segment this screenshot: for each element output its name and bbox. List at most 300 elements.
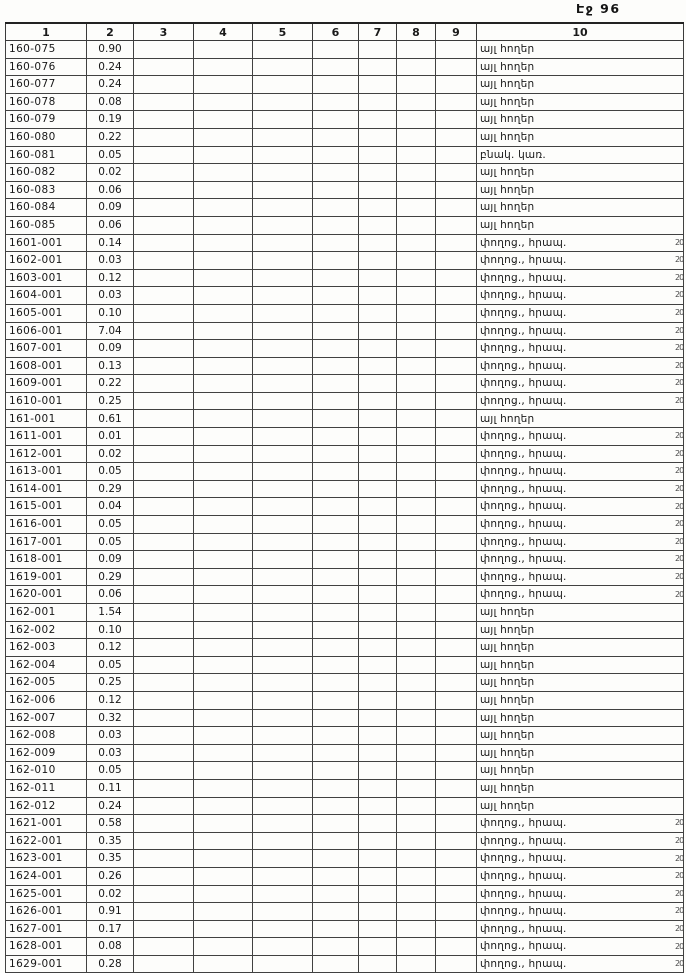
empty-cell xyxy=(359,428,397,446)
category-cell: փողոց., հրապ. xyxy=(477,322,684,340)
empty-cell xyxy=(436,216,477,234)
empty-cell xyxy=(194,392,253,410)
table-row xyxy=(6,128,684,146)
empty-cell xyxy=(253,164,313,182)
empty-cell xyxy=(359,164,397,182)
empty-cell xyxy=(313,111,359,129)
empty-cell xyxy=(397,797,436,815)
empty-cell xyxy=(134,304,194,322)
empty-cell xyxy=(194,920,253,938)
empty-cell xyxy=(359,762,397,780)
category-cell: այլ հողեր xyxy=(477,164,684,182)
empty-cell xyxy=(253,76,313,94)
empty-cell xyxy=(397,656,436,674)
empty-cell xyxy=(359,375,397,393)
area-value-cell: 0.02 xyxy=(87,885,134,903)
empty-cell xyxy=(397,128,436,146)
margin-artifact: 20 xyxy=(675,325,684,335)
empty-cell xyxy=(194,691,253,709)
empty-cell xyxy=(313,216,359,234)
empty-cell xyxy=(253,340,313,358)
area-value-cell: 0.12 xyxy=(87,639,134,657)
empty-cell xyxy=(253,955,313,973)
category-cell: այլ հողեր xyxy=(477,762,684,780)
table-row xyxy=(6,41,684,59)
area-value-cell: 0.05 xyxy=(87,762,134,780)
margin-artifact: 20 xyxy=(675,272,684,282)
empty-cell xyxy=(397,551,436,569)
empty-cell xyxy=(436,480,477,498)
empty-cell xyxy=(194,621,253,639)
area-value-cell: 0.09 xyxy=(87,340,134,358)
empty-cell xyxy=(313,375,359,393)
empty-cell xyxy=(436,58,477,76)
area-value-cell: 0.26 xyxy=(87,867,134,885)
area-value-cell: 0.91 xyxy=(87,903,134,921)
empty-cell xyxy=(253,234,313,252)
empty-cell xyxy=(194,304,253,322)
table-row xyxy=(6,604,684,622)
empty-cell xyxy=(194,903,253,921)
area-value-cell: 0.08 xyxy=(87,938,134,956)
empty-cell xyxy=(359,639,397,657)
empty-cell xyxy=(359,340,397,358)
column-header: 4 xyxy=(194,23,253,41)
empty-cell xyxy=(253,568,313,586)
empty-cell xyxy=(397,234,436,252)
empty-cell xyxy=(313,304,359,322)
empty-cell xyxy=(436,533,477,551)
empty-cell xyxy=(134,111,194,129)
empty-cell xyxy=(359,76,397,94)
empty-cell xyxy=(313,41,359,59)
empty-cell xyxy=(194,340,253,358)
table-row xyxy=(6,216,684,234)
empty-cell xyxy=(359,216,397,234)
empty-cell xyxy=(397,955,436,973)
table-row xyxy=(6,533,684,551)
table-row xyxy=(6,199,684,217)
empty-cell xyxy=(134,410,194,428)
empty-cell xyxy=(313,727,359,745)
parcel-code-cell: 1616-001 xyxy=(6,516,87,534)
empty-cell xyxy=(134,428,194,446)
empty-cell xyxy=(359,445,397,463)
empty-cell xyxy=(313,797,359,815)
empty-cell xyxy=(253,428,313,446)
parcel-code-cell: 162-010 xyxy=(6,762,87,780)
empty-cell xyxy=(194,234,253,252)
empty-cell xyxy=(397,445,436,463)
empty-cell xyxy=(194,76,253,94)
parcel-code-cell: 162-011 xyxy=(6,779,87,797)
area-value-cell: 0.10 xyxy=(87,304,134,322)
area-value-cell: 0.01 xyxy=(87,428,134,446)
empty-cell xyxy=(359,867,397,885)
parcel-code-cell: 160-082 xyxy=(6,164,87,182)
area-value-cell: 0.09 xyxy=(87,551,134,569)
parcel-code-cell: 160-080 xyxy=(6,128,87,146)
empty-cell xyxy=(359,568,397,586)
empty-cell xyxy=(436,621,477,639)
empty-cell xyxy=(436,551,477,569)
parcel-code-cell: 160-084 xyxy=(6,199,87,217)
area-value-cell: 0.28 xyxy=(87,955,134,973)
category-cell: փողոց., հրապ. xyxy=(477,234,684,252)
empty-cell xyxy=(194,410,253,428)
empty-cell xyxy=(134,392,194,410)
empty-cell xyxy=(134,340,194,358)
margin-artifact: 20 xyxy=(675,924,684,933)
empty-cell xyxy=(397,674,436,692)
table-row xyxy=(6,867,684,885)
empty-cell xyxy=(134,516,194,534)
empty-cell xyxy=(313,867,359,885)
area-value-cell: 0.09 xyxy=(87,199,134,217)
empty-cell xyxy=(194,604,253,622)
empty-cell xyxy=(397,340,436,358)
empty-cell xyxy=(253,93,313,111)
empty-cell xyxy=(253,533,313,551)
empty-cell xyxy=(194,709,253,727)
empty-cell xyxy=(253,498,313,516)
empty-cell xyxy=(359,691,397,709)
empty-cell xyxy=(134,58,194,76)
empty-cell xyxy=(194,586,253,604)
empty-cell xyxy=(313,779,359,797)
category-cell: այլ հողեր xyxy=(477,181,684,199)
empty-cell xyxy=(313,428,359,446)
empty-cell xyxy=(359,903,397,921)
empty-cell xyxy=(313,340,359,358)
category-cell: այլ հողեր xyxy=(477,744,684,762)
category-cell: փողոց., հրապ. xyxy=(477,375,684,393)
empty-cell xyxy=(397,885,436,903)
empty-cell xyxy=(359,322,397,340)
area-value-cell: 0.24 xyxy=(87,76,134,94)
margin-artifact: 20 xyxy=(675,941,684,951)
empty-cell xyxy=(436,920,477,938)
empty-cell xyxy=(436,41,477,59)
empty-cell xyxy=(253,304,313,322)
category-cell: այլ հողեր xyxy=(477,216,684,234)
area-value-cell: 0.08 xyxy=(87,93,134,111)
empty-cell xyxy=(134,920,194,938)
empty-cell xyxy=(436,656,477,674)
empty-cell xyxy=(359,533,397,551)
empty-cell xyxy=(397,357,436,375)
empty-cell xyxy=(436,410,477,428)
parcel-code-cell: 161-001 xyxy=(6,410,87,428)
category-cell: այլ հողեր xyxy=(477,41,684,59)
margin-artifact: 20 xyxy=(675,554,684,564)
empty-cell xyxy=(194,181,253,199)
table-row xyxy=(6,850,684,868)
empty-cell xyxy=(313,621,359,639)
empty-cell xyxy=(359,744,397,762)
empty-cell xyxy=(397,691,436,709)
margin-artifact: 20 xyxy=(675,343,684,353)
empty-cell xyxy=(397,832,436,850)
empty-cell xyxy=(134,656,194,674)
empty-cell xyxy=(194,516,253,534)
empty-cell xyxy=(313,410,359,428)
area-value-cell: 0.05 xyxy=(87,146,134,164)
empty-cell xyxy=(134,287,194,305)
category-cell: այլ հողեր xyxy=(477,76,684,94)
column-header: 1 xyxy=(6,23,87,41)
area-value-cell: 0.22 xyxy=(87,128,134,146)
parcel-code-cell: 1608-001 xyxy=(6,357,87,375)
empty-cell xyxy=(436,287,477,305)
empty-cell xyxy=(359,128,397,146)
empty-cell xyxy=(436,604,477,622)
parcel-code-cell: 1620-001 xyxy=(6,586,87,604)
empty-cell xyxy=(253,586,313,604)
header-row xyxy=(6,23,684,41)
empty-cell xyxy=(313,498,359,516)
category-cell: փողոց., հրապ. xyxy=(477,340,684,358)
empty-cell xyxy=(253,287,313,305)
empty-cell xyxy=(313,146,359,164)
margin-artifact: 20 xyxy=(675,906,684,916)
empty-cell xyxy=(134,867,194,885)
category-cell: փողոց., հրապ. xyxy=(477,269,684,287)
table-row xyxy=(6,146,684,164)
empty-cell xyxy=(253,639,313,657)
parcel-code-cell: 162-004 xyxy=(6,656,87,674)
empty-cell xyxy=(134,621,194,639)
empty-cell xyxy=(134,832,194,850)
table-row xyxy=(6,234,684,252)
empty-cell xyxy=(397,480,436,498)
empty-cell xyxy=(134,76,194,94)
category-cell: փողոց., հրապ. xyxy=(477,463,684,481)
area-value-cell: 0.03 xyxy=(87,252,134,270)
empty-cell xyxy=(436,322,477,340)
area-value-cell: 0.14 xyxy=(87,234,134,252)
empty-cell xyxy=(436,709,477,727)
table-row xyxy=(6,340,684,358)
margin-artifact: 20 xyxy=(675,871,684,881)
empty-cell xyxy=(134,762,194,780)
empty-cell xyxy=(313,604,359,622)
empty-cell xyxy=(359,885,397,903)
area-value-cell: 0.12 xyxy=(87,269,134,287)
empty-cell xyxy=(313,903,359,921)
parcel-code-cell: 1603-001 xyxy=(6,269,87,287)
category-cell: այլ հողեր xyxy=(477,674,684,692)
table-row xyxy=(6,815,684,833)
empty-cell xyxy=(436,392,477,410)
land-registry-table xyxy=(5,22,684,973)
empty-cell xyxy=(253,938,313,956)
column-header: 7 xyxy=(359,23,397,41)
empty-cell xyxy=(359,604,397,622)
empty-cell xyxy=(253,252,313,270)
empty-cell xyxy=(194,41,253,59)
area-value-cell: 0.19 xyxy=(87,111,134,129)
empty-cell xyxy=(436,445,477,463)
empty-cell xyxy=(397,252,436,270)
category-cell: այլ հողեր xyxy=(477,691,684,709)
table-row xyxy=(6,709,684,727)
empty-cell xyxy=(313,164,359,182)
parcel-code-cell: 1602-001 xyxy=(6,252,87,270)
empty-cell xyxy=(134,269,194,287)
empty-cell xyxy=(313,445,359,463)
empty-cell xyxy=(134,480,194,498)
empty-cell xyxy=(397,58,436,76)
empty-cell xyxy=(436,93,477,111)
empty-cell xyxy=(359,463,397,481)
empty-cell xyxy=(397,146,436,164)
empty-cell xyxy=(194,287,253,305)
empty-cell xyxy=(253,322,313,340)
table-row xyxy=(6,691,684,709)
empty-cell xyxy=(359,674,397,692)
empty-cell xyxy=(253,920,313,938)
empty-cell xyxy=(359,392,397,410)
parcel-code-cell: 1623-001 xyxy=(6,850,87,868)
empty-cell xyxy=(436,164,477,182)
empty-cell xyxy=(359,621,397,639)
table-row xyxy=(6,498,684,516)
empty-cell xyxy=(436,304,477,322)
empty-cell xyxy=(436,955,477,973)
parcel-code-cell: 1607-001 xyxy=(6,340,87,358)
margin-artifact: 20 xyxy=(675,431,684,441)
area-value-cell: 0.05 xyxy=(87,656,134,674)
table-row xyxy=(6,674,684,692)
empty-cell xyxy=(397,850,436,868)
table-row xyxy=(6,58,684,76)
empty-cell xyxy=(397,93,436,111)
table-row xyxy=(6,463,684,481)
category-cell: փողոց., հրապ. xyxy=(477,938,684,956)
table-row xyxy=(6,762,684,780)
empty-cell xyxy=(313,744,359,762)
category-cell: այլ հողեր xyxy=(477,656,684,674)
area-value-cell: 0.06 xyxy=(87,586,134,604)
empty-cell xyxy=(134,551,194,569)
area-value-cell: 0.29 xyxy=(87,480,134,498)
empty-cell xyxy=(359,287,397,305)
empty-cell xyxy=(359,850,397,868)
margin-artifact: 20 xyxy=(675,378,684,388)
category-cell: փողոց., հրապ. xyxy=(477,287,684,305)
empty-cell xyxy=(436,885,477,903)
table-row xyxy=(6,586,684,604)
margin-artifact: 20 xyxy=(675,448,684,458)
category-cell: փողոց., հրապ. xyxy=(477,850,684,868)
category-cell: այլ հողեր xyxy=(477,410,684,428)
column-header: 8 xyxy=(397,23,436,41)
empty-cell xyxy=(194,357,253,375)
parcel-code-cell: 160-077 xyxy=(6,76,87,94)
empty-cell xyxy=(194,568,253,586)
empty-cell xyxy=(194,428,253,446)
table-row xyxy=(6,269,684,287)
empty-cell xyxy=(253,41,313,59)
empty-cell xyxy=(194,955,253,973)
area-value-cell: 0.03 xyxy=(87,727,134,745)
empty-cell xyxy=(359,516,397,534)
empty-cell xyxy=(134,445,194,463)
empty-cell xyxy=(397,76,436,94)
parcel-code-cell: 1612-001 xyxy=(6,445,87,463)
empty-cell xyxy=(359,111,397,129)
empty-cell xyxy=(313,920,359,938)
empty-cell xyxy=(194,762,253,780)
area-value-cell: 7.04 xyxy=(87,322,134,340)
empty-cell xyxy=(313,674,359,692)
table-row xyxy=(6,832,684,850)
empty-cell xyxy=(397,164,436,182)
column-header: 3 xyxy=(134,23,194,41)
empty-cell xyxy=(359,93,397,111)
empty-cell xyxy=(397,111,436,129)
empty-cell xyxy=(253,604,313,622)
empty-cell xyxy=(134,199,194,217)
empty-cell xyxy=(194,533,253,551)
table-row xyxy=(6,375,684,393)
parcel-code-cell: 1626-001 xyxy=(6,903,87,921)
empty-cell xyxy=(313,181,359,199)
area-value-cell: 0.90 xyxy=(87,41,134,59)
empty-cell xyxy=(253,621,313,639)
empty-cell xyxy=(134,938,194,956)
parcel-code-cell: 162-005 xyxy=(6,674,87,692)
category-cell: այլ հողեր xyxy=(477,621,684,639)
empty-cell xyxy=(436,867,477,885)
table-row xyxy=(6,428,684,446)
empty-cell xyxy=(436,727,477,745)
parcel-code-cell: 1625-001 xyxy=(6,885,87,903)
area-value-cell: 0.32 xyxy=(87,709,134,727)
empty-cell xyxy=(194,867,253,885)
empty-cell xyxy=(194,322,253,340)
table-row xyxy=(6,410,684,428)
empty-cell xyxy=(313,58,359,76)
empty-cell xyxy=(253,903,313,921)
parcel-code-cell: 1610-001 xyxy=(6,392,87,410)
parcel-code-cell: 160-075 xyxy=(6,41,87,59)
empty-cell xyxy=(194,850,253,868)
empty-cell xyxy=(134,252,194,270)
empty-cell xyxy=(313,815,359,833)
empty-cell xyxy=(134,568,194,586)
table-row xyxy=(6,797,684,815)
empty-cell xyxy=(397,867,436,885)
area-value-cell: 0.10 xyxy=(87,621,134,639)
empty-cell xyxy=(313,93,359,111)
empty-cell xyxy=(253,516,313,534)
empty-cell xyxy=(134,604,194,622)
table-row xyxy=(6,885,684,903)
empty-cell xyxy=(359,41,397,59)
table-row xyxy=(6,621,684,639)
empty-cell xyxy=(436,691,477,709)
empty-cell xyxy=(134,164,194,182)
empty-cell xyxy=(134,709,194,727)
empty-cell xyxy=(194,199,253,217)
empty-cell xyxy=(134,885,194,903)
area-value-cell: 0.12 xyxy=(87,691,134,709)
empty-cell xyxy=(436,252,477,270)
area-value-cell: 0.22 xyxy=(87,375,134,393)
category-cell: այլ հողեր xyxy=(477,199,684,217)
